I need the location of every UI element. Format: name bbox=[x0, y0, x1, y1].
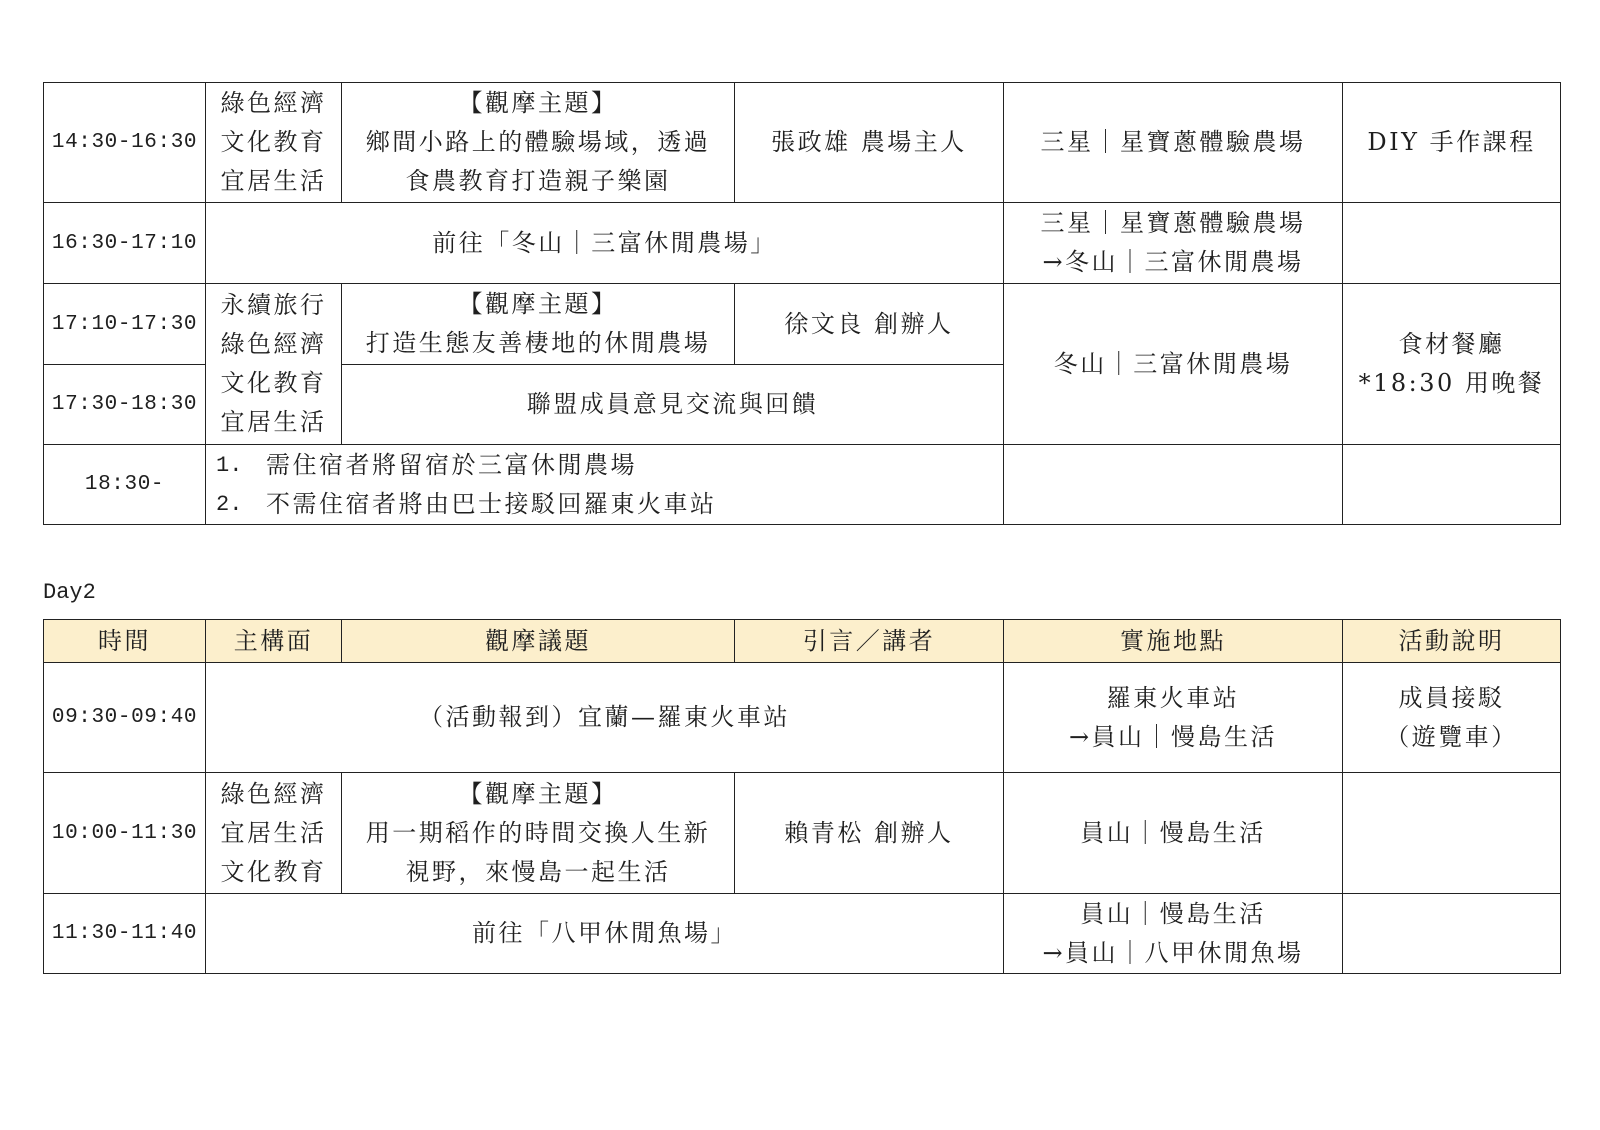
list-item-text: 需住宿者將留宿於三富休閒農場 bbox=[266, 450, 637, 479]
location-line: 羅東火車站 bbox=[1106, 683, 1240, 712]
location-cell bbox=[1004, 894, 1343, 974]
day2-heading: Day2 bbox=[43, 580, 96, 605]
location-cell bbox=[1004, 445, 1343, 525]
dimension-cell bbox=[206, 773, 342, 894]
header-topic: 觀摩議題 bbox=[342, 620, 735, 663]
table-row bbox=[44, 284, 1561, 365]
time-cell: 14:30-16:30 bbox=[44, 83, 206, 203]
topic-cell bbox=[342, 83, 735, 203]
activity-cell: 聯盟成員意見交流與回饋 bbox=[342, 365, 1004, 445]
speaker-cell: 張政雄 農場主人 bbox=[735, 83, 1004, 203]
location-line: 三星｜星寶蔥體驗農場 bbox=[1040, 209, 1306, 237]
dimension-line: 永續旅行 bbox=[220, 291, 327, 319]
topic-line: 鄉間小路上的體驗場域，透過 bbox=[365, 128, 711, 156]
note-cell bbox=[1343, 203, 1561, 284]
location-cell bbox=[1004, 83, 1343, 203]
topic-line: 【觀摩主題】 bbox=[458, 89, 618, 117]
dimension-line: 宜居生活 bbox=[220, 818, 327, 847]
location-line: →冬山｜三富休閒農場 bbox=[1042, 248, 1304, 276]
time-cell: 11:30-11:40 bbox=[44, 894, 206, 974]
location-cell bbox=[1004, 773, 1343, 894]
topic-line: 【觀摩主題】 bbox=[458, 290, 618, 318]
topic-line: 用一期稻作的時間交換人生新 bbox=[365, 818, 711, 847]
day2-schedule-table bbox=[43, 619, 1561, 974]
topic-line: 視野，來慢島一起生活 bbox=[405, 857, 671, 886]
header-time: 時間 bbox=[44, 620, 206, 663]
time-cell: 18:30- bbox=[44, 445, 206, 525]
header-location: 實施地點 bbox=[1004, 620, 1343, 663]
location-cell bbox=[1004, 203, 1343, 284]
location-line: 員山｜慢島生活 bbox=[1080, 818, 1266, 847]
location-cell bbox=[1004, 284, 1343, 445]
note-cell bbox=[1343, 773, 1561, 894]
dimension-line: 綠色經濟 bbox=[220, 330, 327, 358]
dimension-cell bbox=[206, 83, 342, 203]
time-cell: 10:00-11:30 bbox=[44, 773, 206, 894]
list-item-number: 2. bbox=[216, 491, 243, 517]
activity-cell: （活動報到）宜蘭—羅東火車站 bbox=[206, 663, 1004, 773]
time-cell: 17:30-18:30 bbox=[44, 365, 206, 445]
location-line: 員山｜慢島生活 bbox=[1080, 899, 1266, 928]
dimension-line: 綠色經濟 bbox=[220, 89, 327, 117]
time-cell: 16:30-17:10 bbox=[44, 203, 206, 284]
note-cell bbox=[1343, 894, 1561, 974]
note-cell bbox=[1343, 83, 1561, 203]
location-line: →員山｜慢島生活 bbox=[1068, 722, 1278, 751]
table-row bbox=[44, 445, 1561, 525]
note-line: 成員接駁 bbox=[1398, 683, 1505, 712]
table-row bbox=[44, 773, 1561, 894]
table-row bbox=[44, 203, 1561, 284]
location-line: →員山｜八甲休閒魚場 bbox=[1042, 938, 1304, 967]
list-item bbox=[216, 446, 1003, 485]
dimension-line: 文化教育 bbox=[220, 369, 327, 397]
note-cell bbox=[1343, 663, 1561, 773]
dimension-line: 文化教育 bbox=[220, 128, 327, 156]
location-line: 冬山｜三富休閒農場 bbox=[1053, 349, 1293, 378]
dimension-line: 宜居生活 bbox=[220, 408, 327, 436]
list-item bbox=[216, 485, 1003, 524]
list-item-number: 1. bbox=[216, 452, 243, 478]
dimension-line: 綠色經濟 bbox=[220, 779, 327, 808]
note-line: （遊覽車） bbox=[1385, 722, 1518, 751]
activity-cell: 前往「冬山｜三富休閒農場」 bbox=[206, 203, 1004, 284]
dimension-cell bbox=[206, 284, 342, 445]
header-note: 活動說明 bbox=[1343, 620, 1561, 663]
dimension-line: 宜居生活 bbox=[220, 167, 327, 195]
note-cell bbox=[1343, 284, 1561, 445]
topic-line: 食農教育打造親子樂園 bbox=[405, 167, 671, 195]
table-row bbox=[44, 894, 1561, 974]
day1-schedule-table bbox=[43, 82, 1561, 525]
table-header-row bbox=[44, 620, 1561, 663]
topic-cell bbox=[342, 773, 735, 894]
header-speaker: 引言／講者 bbox=[735, 620, 1004, 663]
topic-cell bbox=[342, 284, 735, 365]
speaker-cell: 賴青松 創辦人 bbox=[735, 773, 1004, 894]
table-row bbox=[44, 83, 1561, 203]
activity-cell: 前往「八甲休閒魚場」 bbox=[206, 894, 1004, 974]
dimension-line: 文化教育 bbox=[220, 857, 327, 886]
topic-line: 打造生態友善棲地的休閒農場 bbox=[365, 329, 711, 357]
table-row bbox=[44, 663, 1561, 773]
list-item-text: 不需住宿者將由巴士接駁回羅東火車站 bbox=[266, 489, 717, 518]
note-line: 食材餐廳 bbox=[1398, 330, 1505, 358]
location-line: 三星｜星寶蔥體驗農場 bbox=[1040, 128, 1306, 156]
time-cell: 17:10-17:30 bbox=[44, 284, 206, 365]
note-line: DIY 手作課程 bbox=[1367, 128, 1536, 156]
location-cell bbox=[1004, 663, 1343, 773]
note-line: *18:30 用晚餐 bbox=[1358, 369, 1545, 397]
topic-line: 【觀摩主題】 bbox=[458, 779, 618, 808]
notice-list-cell bbox=[206, 445, 1004, 525]
speaker-cell: 徐文良 創辦人 bbox=[735, 284, 1004, 365]
note-cell bbox=[1343, 445, 1561, 525]
header-dimension: 主構面 bbox=[206, 620, 342, 663]
time-cell: 09:30-09:40 bbox=[44, 663, 206, 773]
